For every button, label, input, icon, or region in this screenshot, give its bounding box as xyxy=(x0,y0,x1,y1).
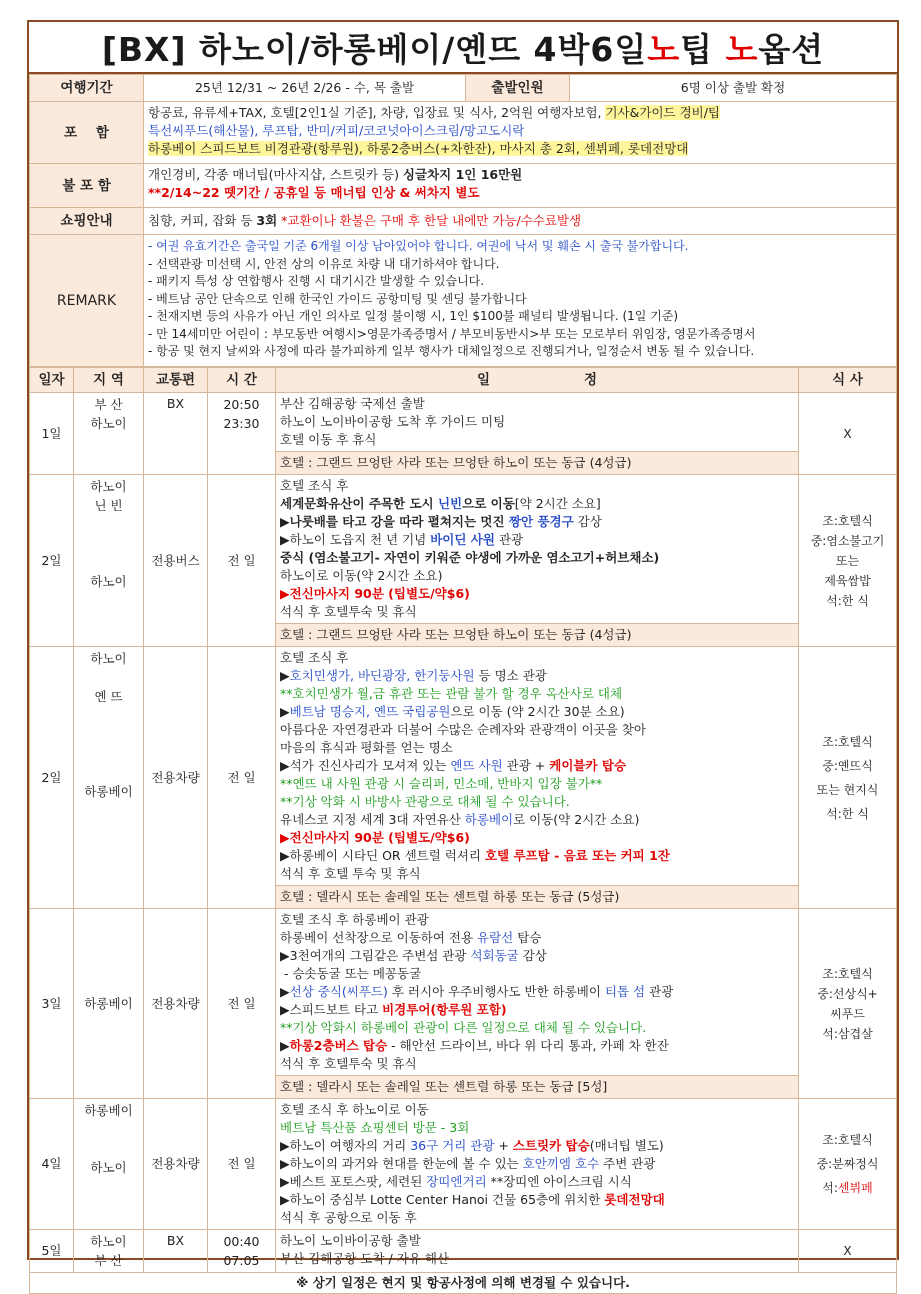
hotel-info: 호텔 : 델라시 또는 솔레일 또는 센트럴 하롱 또는 동급 (5성급) xyxy=(276,886,799,909)
shopping-label: 쇼핑안내 xyxy=(30,208,144,235)
exclude-line1: 개인경비, 각종 매너팁(마사지샵, 스트릿카 등) xyxy=(148,167,403,182)
day-schedule xyxy=(276,909,799,1076)
schedule-line: ▶하노이 도읍지 천 년 기념 바이딘 사원 관광 xyxy=(280,532,524,547)
hotel-info: 호텔 : 그랜드 므엉탄 사라 또는 므엉탄 하노이 또는 동급 (4성급) xyxy=(276,452,799,475)
shopping-note: *교환이나 환불은 구매 후 한달 내에만 가능/수수료발생 xyxy=(277,213,582,228)
day-place xyxy=(74,647,144,909)
schedule-line: 하노이로 이동(약 2시간 소요) xyxy=(280,568,443,583)
page-title xyxy=(29,22,897,74)
table-row xyxy=(30,909,897,1076)
day-time: 전 일 xyxy=(208,1099,276,1230)
schedule-line: 베트남 특산품 쇼핑센터 방문 - 3회 xyxy=(280,1120,470,1135)
day-transport: BX xyxy=(144,1230,208,1273)
day-place xyxy=(74,393,144,475)
itinerary-sheet xyxy=(27,20,899,1290)
day-time: 전 일 xyxy=(208,647,276,909)
remark-item: - 만 14세미만 어린이 : 부모동반 여행시>영문가족증명서 / 부모비동반시>부 또는 모로부터 위임장, 영문가족증명서 xyxy=(148,326,756,341)
schedule-line: 석식 후 호텔투숙 및 휴식 xyxy=(280,604,417,619)
schedule-line: 호텔 조식 후 하노이로 이동 xyxy=(280,1102,429,1117)
time-value: 00:40 xyxy=(223,1234,260,1249)
place-name: 부 산 xyxy=(94,397,123,412)
schedule-line: 호텔 이동 후 휴식 xyxy=(280,432,377,447)
day-label: 5일 xyxy=(30,1230,74,1273)
place-name: 하노이 xyxy=(90,416,127,431)
day-schedule xyxy=(276,475,799,624)
day-time xyxy=(208,393,276,475)
place-name: 하노이 xyxy=(90,574,127,589)
day-schedule xyxy=(276,1099,799,1230)
place-name: 하노이 xyxy=(90,1234,127,1249)
day-label: 2일 xyxy=(30,475,74,647)
day-label: 4일 xyxy=(30,1099,74,1230)
day-meal: X xyxy=(799,1230,897,1273)
day-schedule xyxy=(276,647,799,886)
day-meal: 조:호텔식 중:분짜정식 석:센뷔페 xyxy=(799,1099,897,1230)
schedule-line: ▶하노이의 과거와 현대를 한눈에 볼 수 있는 호안끼엠 호수 주변 관광 xyxy=(280,1156,656,1171)
schedule-line: ▶하노이 중심부 Lotte Center Hanoi 건물 65층에 위치한 롯데전망대 xyxy=(280,1192,665,1207)
shopping-text xyxy=(144,208,897,235)
people-value: 6명 이상 출발 확정 xyxy=(570,75,897,102)
place-name: 닌 빈 xyxy=(94,498,123,513)
period-value: 25년 12/31 ~ 26년 2/26 - 수, 목 출발 xyxy=(144,75,466,102)
schedule-line: ▶하롱베이 시타딘 OR 센트럴 럭셔리 호텔 루프탑 - 음료 또는 커피 1잔 xyxy=(280,848,670,863)
remark-label: REMARK xyxy=(30,235,144,367)
day-place xyxy=(74,1099,144,1230)
day-time xyxy=(208,1230,276,1273)
schedule-line: 부산 김해공항 도착 / 자유 해산 xyxy=(280,1251,449,1266)
single-charge: 싱글차지 1인 16만원 xyxy=(402,167,523,182)
table-row xyxy=(30,1230,897,1273)
place-name: 하노이 xyxy=(90,1160,127,1175)
place-name: 하롱베이 xyxy=(84,1103,133,1118)
day-transport: 전용차량 xyxy=(144,647,208,909)
col-schedule: 일 정 xyxy=(276,368,799,393)
title-no-option-mark: 노 xyxy=(725,29,759,69)
remark-text xyxy=(144,235,897,367)
table-row xyxy=(30,475,897,624)
day-meal: X xyxy=(799,393,897,475)
place-name: 하노이 xyxy=(90,651,127,666)
schedule-line: ▶전신마사지 90분 (팁별도/약$6) xyxy=(280,586,470,601)
schedule-line: ▶전신마사지 90분 (팁별도/약$6) xyxy=(280,830,470,845)
col-place: 지 역 xyxy=(74,368,144,393)
schedule-line: 호텔 조식 후 xyxy=(280,478,349,493)
schedule-line: 하노이 노이바이공항 도착 후 가이드 미팅 xyxy=(280,414,506,429)
remark-item: - 베트남 공안 단속으로 인해 한국인 가이드 공항미팅 및 센딩 불가합니다 xyxy=(148,291,527,306)
remark-item: - 천재지변 등의 사유가 아닌 개인 의사로 일정 불이행 시, 1인 $100불 패널티 발생됩니다. (1일 기준) xyxy=(148,309,679,323)
schedule-line: 하롱베이 선착장으로 이동하여 전용 유람선 탑승 xyxy=(280,930,542,945)
info-table xyxy=(29,74,897,367)
hotel-info: 호텔 : 그랜드 므엉탄 사라 또는 므엉탄 하노이 또는 동급 (4성급) xyxy=(276,624,799,647)
schedule-line: **호치민생가 월,금 휴관 또는 관람 불가 할 경우 옥산사로 대체 xyxy=(280,686,623,701)
exclude-line2: **2/14~22 뗏기간 / 공휴일 등 매너팁 인상 & 써차지 별도 xyxy=(148,185,480,200)
schedule-line: 호텔 조식 후 xyxy=(280,650,349,665)
schedule-line: **기상 악화시 하롱베이 관광이 다른 일정으로 대체 될 수 있습니다. xyxy=(280,1020,647,1035)
remark-item: - 선택관광 미선택 시, 안전 상의 이유로 차량 내 대기하셔야 합니다. xyxy=(148,256,500,271)
col-meal: 식 사 xyxy=(799,368,897,393)
footer-note: ※ 상기 일정은 현지 및 항공사정에 의해 변경될 수 있습니다. xyxy=(30,1273,897,1294)
schedule-line: 마음의 휴식과 평화를 얻는 명소 xyxy=(280,740,453,755)
col-transport: 교통편 xyxy=(144,368,208,393)
schedule-line: ▶선상 중식(씨푸드) 후 러시아 우주비행사도 반한 하롱베이 티톱 섬 관광 xyxy=(280,984,674,999)
day-place xyxy=(74,475,144,647)
day-label: 3일 xyxy=(30,909,74,1099)
schedule-line: ▶석가 진신사리가 모셔져 있는 옌뜨 사원 관광 + 케이블카 탑승 xyxy=(280,758,627,773)
hotel-info: 호텔 : 델라시 또는 솔레일 또는 센트럴 하롱 또는 동급 [5성] xyxy=(276,1076,799,1099)
place-name: 옌 뜨 xyxy=(94,689,123,704)
place-name: 하롱베이 xyxy=(84,784,133,799)
day-transport: 전용차량 xyxy=(144,909,208,1099)
people-label: 출발인원 xyxy=(466,75,570,102)
day-time: 전 일 xyxy=(208,475,276,647)
schedule-line: 호텔 조식 후 하롱베이 관광 xyxy=(280,912,429,927)
schedule-line: 유네스코 지정 세계 3대 자연유산 하롱베이로 이동(약 2시간 소요) xyxy=(280,812,640,827)
day-place: 하롱베이 xyxy=(74,909,144,1099)
remark-item: - 여권 유효기간은 출국일 기준 6개월 이상 남아있어야 합니다. 여권에 낙서 및 훼손 시 출국 불가합니다. xyxy=(148,239,689,253)
col-day: 일자 xyxy=(30,368,74,393)
table-row xyxy=(30,393,897,452)
period-label: 여행기간 xyxy=(30,75,144,102)
day-place xyxy=(74,1230,144,1273)
col-time: 시 간 xyxy=(208,368,276,393)
schedule-line: ▶스피드보트 타고 비경투어(항루원 포함) xyxy=(280,1002,507,1017)
title-no-tip-text: 팁 xyxy=(680,29,714,69)
include-line1: 항공료, 유류세+TAX, 호텔[2인1실 기준], 차량, 입장료 및 식사, 2억원 여행자보험, xyxy=(148,105,606,120)
remark-item: - 항공 및 현지 날씨와 사정에 따라 불가피하게 일부 행사가 대체일정으로 진행되거나, 일정순서 변동 될 수 있습니다. xyxy=(148,344,755,358)
schedule-line: - 승솟동굴 또는 메꽁동굴 xyxy=(280,966,422,981)
day-meal: 조:호텔식 중:염소불고기 또는 제육쌈밥 석:한 식 xyxy=(799,475,897,647)
time-value: 07:05 xyxy=(223,1253,260,1268)
schedule-line: 석식 후 호텔 투숙 및 휴식 xyxy=(280,866,421,881)
day-time: 전 일 xyxy=(208,909,276,1099)
place-name: 부 산 xyxy=(94,1253,123,1268)
schedule-line: ▶호치민생가, 바딘광장, 한기둥사원 등 명소 관광 xyxy=(280,668,547,683)
schedule-table xyxy=(29,367,897,1294)
remark-item: - 패키지 특성 상 연합행사 진행 시 대기시간 발생할 수 있습니다. xyxy=(148,274,485,288)
include-label: 포 함 xyxy=(30,102,144,164)
schedule-line: **기상 악화 시 바방사 관광으로 대체 될 수 있습니다. xyxy=(280,794,570,809)
include-line3: 하롱베이 스피드보트 비경관광(항루원), 하롱2층버스(+차한잔), 마사지 총 2회, 센뷔페, 롯데전망대 xyxy=(148,141,689,156)
schedule-line: ▶하롱2층버스 탑승 - 해안선 드라이브, 바다 위 다리 통과, 카페 차 한잔 xyxy=(280,1038,669,1053)
include-text xyxy=(144,102,897,164)
day-label: 1일 xyxy=(30,393,74,475)
schedule-line: 아름다운 자연경관과 더불어 수많은 순례자와 관광객이 이곳을 찾아 xyxy=(280,722,646,737)
shopping-count: 3회 xyxy=(256,213,278,228)
day-schedule xyxy=(276,393,799,452)
day-transport: 전용차량 xyxy=(144,1099,208,1230)
exclude-label: 불 포 함 xyxy=(30,164,144,208)
schedule-line: ▶나룻배를 타고 강을 따라 펼쳐지는 멋진 짱안 풍경구 감상 xyxy=(280,514,602,529)
day-transport: BX xyxy=(144,393,208,475)
day-label: 2일 xyxy=(30,647,74,909)
schedule-line: 석식 후 호텔투숙 및 휴식 xyxy=(280,1056,417,1071)
schedule-line: 하노이 노이바이공항 출발 xyxy=(280,1233,421,1248)
schedule-line: 부산 김해공항 국제선 출발 xyxy=(280,396,425,411)
time-value: 23:30 xyxy=(223,416,260,431)
schedule-line: ▶하노이 여행자의 거리 36구 거리 관광 + 스트릿카 탑승(매너팁 별도) xyxy=(280,1138,664,1153)
include-guide-fee: 기사&가이드 경비/팁 xyxy=(605,105,721,120)
schedule-line: ▶베스트 포토스팟, 세련된 장띠엔거리 **장띠엔 아이스크림 시식 xyxy=(280,1174,632,1189)
schedule-line: **옌뜨 내 사원 관광 시 슬리퍼, 민소매, 반바지 입장 불가** xyxy=(280,776,603,791)
day-schedule xyxy=(276,1230,799,1273)
title-no-tip-mark: 노 xyxy=(647,29,681,69)
day-meal: 조:호텔식 중:옌뜨식 또는 현지식 석:한 식 xyxy=(799,647,897,909)
schedule-line: 중식 (염소불고기- 자연이 키워준 야생에 가까운 염소고기+허브채소) xyxy=(280,550,660,565)
schedule-line: 석식 후 공항으로 이동 후 xyxy=(280,1210,417,1225)
day-meal: 조:호텔식 중:선상식+ 씨푸드 석:삼겹살 xyxy=(799,909,897,1099)
time-value: 20:50 xyxy=(223,397,260,412)
schedule-line: ▶베트남 명승지, 옌뜨 국립공원으로 이동 (약 2시간 30분 소요) xyxy=(280,704,625,719)
title-prefix: [BX] 하노이/하롱베이/옌뜨 4박6일 xyxy=(101,29,648,69)
schedule-line: ▶3천여개의 그림같은 주변섬 관광 석회동굴 감상 xyxy=(280,948,547,963)
shopping-items: 침향, 커피, 잡화 등 xyxy=(148,213,257,228)
day-transport: 전용버스 xyxy=(144,475,208,647)
title-no-option-text: 옵션 xyxy=(758,29,825,69)
schedule-line: 세계문화유산이 주목한 도시 닌빈으로 이동[약 2시간 소요] xyxy=(280,496,601,511)
table-row xyxy=(30,647,897,886)
place-name: 하노이 xyxy=(90,479,127,494)
include-line2: 특선씨푸드(해산물), 루프탑, 반미/커피/코코넛아이스크림/망고도시락 xyxy=(148,123,525,138)
table-row xyxy=(30,1099,897,1230)
exclude-text xyxy=(144,164,897,208)
